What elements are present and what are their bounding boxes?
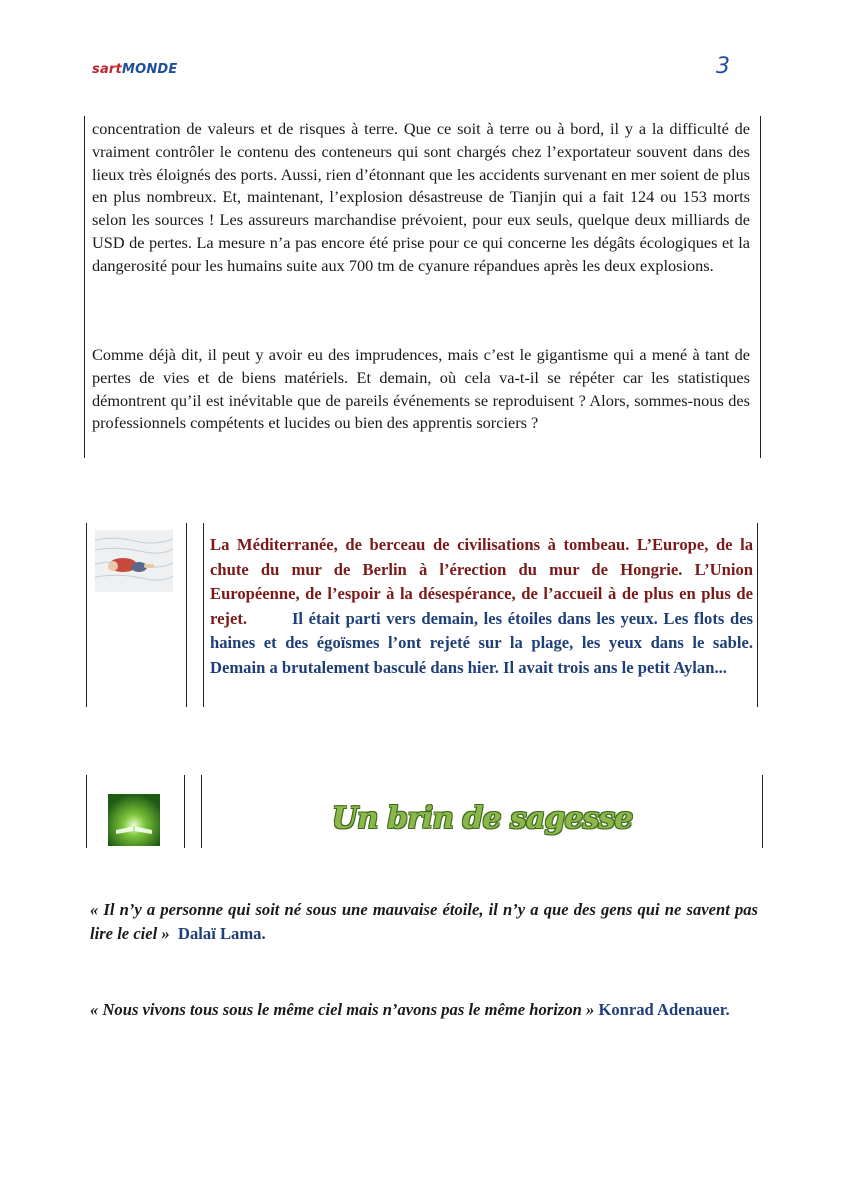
callout-text-blue: Il était parti vers demain, les étoiles dans les yeux. Les flots des haines et des égoïsmes l’ont rejeté sur la plage, les yeux dans le sable. Demain a brutalement basculé dans hier. Il avait trois ans le petit Aylan... bbox=[210, 608, 754, 677]
callout-image-frame bbox=[86, 523, 187, 707]
book-icon-frame bbox=[86, 775, 185, 848]
quote-2-author: Konrad Adenauer. bbox=[598, 1000, 730, 1019]
quote-1-author: Dalaï Lama. bbox=[178, 924, 266, 943]
quote-1 bbox=[90, 898, 758, 946]
callout-box bbox=[86, 523, 756, 707]
logo-part-monde: MONDE bbox=[121, 62, 178, 77]
callout-text-red: La Méditerranée, de berceau de civilisations à tombeau. L’Europe, de la chute du mur de Berlin à l’érection du mur de Hongrie. L’Union Européenne, de l’espoir à la désespérance, de l’accueil à de plus en plus de rejet. bbox=[210, 535, 753, 628]
article-paragraph-1: concentration de valeurs et de risques à terre. Que ce soit à terre ou à bord, il y a la difficulté de vraiment contrôler le contenu des conteneurs qui sont chargés chez l’exportateur souvent dans des lieux très éloignés des ports. Aussi, rien d’étonnant que les accidents survenant en mer soient de plus en plus nombreux. Et, maintenant, l’explosion désastreuse de Tianjin qui a fait 124 ou 153 morts selon les sources ! Les assureurs marchandise prévoient, pour eux seuls, quelque deux milliards de USD de pertes. La mesure n’a pas encore été prise pour ce qui concerne les dégâts écologiques et la dangerosité pour les humains suite aux 700 tm de cyanure répandues après les deux explosions. bbox=[92, 119, 750, 275]
sartmonde-logo bbox=[92, 62, 177, 77]
logo-part-sart: sart bbox=[92, 62, 122, 77]
glowing-book-icon bbox=[108, 794, 160, 846]
quote-1-text: « Il n’y a personne qui soit né sous une mauvaise étoile, il n’y a que des gens qui ne savent pas lire le ciel » bbox=[90, 900, 758, 943]
quote-2 bbox=[90, 998, 758, 1022]
section-title: Un brin de sagesse bbox=[331, 801, 633, 836]
quote-2-text: « Nous vivons tous sous le même ciel mais n’avons pas le même horizon » bbox=[90, 1000, 595, 1019]
article-box bbox=[84, 116, 761, 458]
wisdom-title-frame bbox=[201, 775, 763, 848]
callout-paragraph bbox=[210, 533, 753, 680]
callout-text-frame bbox=[203, 523, 758, 707]
article-paragraph-2: Comme déjà dit, il peut y avoir eu des imprudences, mais c’est le gigantisme qui a mené à tant de pertes de vies et de biens matériels. Et demain, où cela va-t-il se répéter car les statistiques démontrent qu’il est inévitable que de pareils événements se reproduisent ? Alors, sommes-nous des professionnels compétents et lucides ou bien des apprentis sorciers ? bbox=[92, 345, 750, 433]
beach-child-illustration bbox=[95, 530, 173, 592]
wisdom-header bbox=[86, 775, 761, 848]
page-number: 3 bbox=[716, 54, 730, 79]
